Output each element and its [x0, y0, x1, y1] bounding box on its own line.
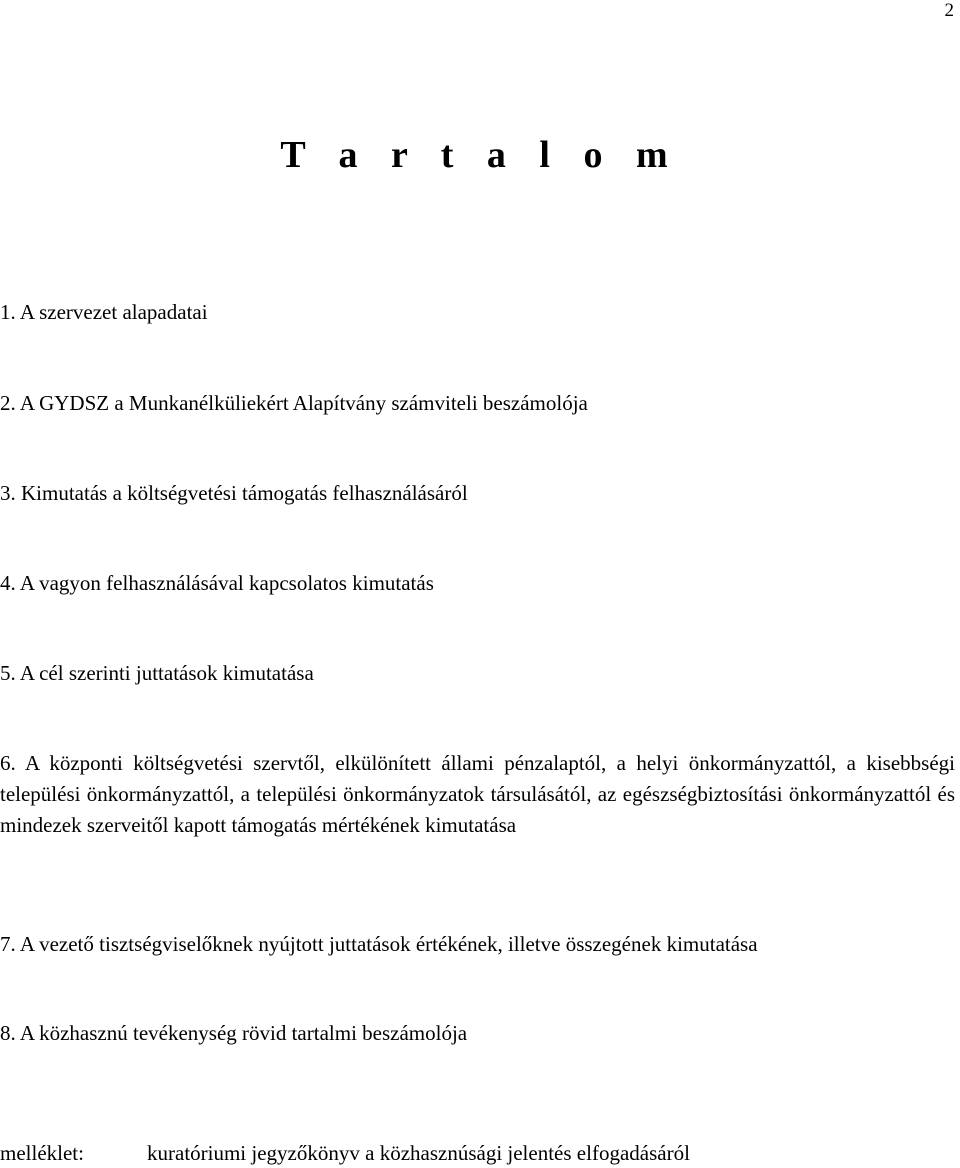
page-number: 2 [944, 0, 954, 21]
toc-item-7: 7. A vezető tisztségviselőknek nyújtott juttatások értékének, illetve összegének kimutatása [0, 932, 758, 956]
toc-item-1: 1. A szervezet alapadatai [0, 300, 208, 324]
toc-item-6: 6. A központi költségvetési szervtől, elkülönített állami pénzalaptól, a helyi önkormányzattól, a kisebbségi települési önkormányzattól, a települési önkormányzatok társulásától, az egészségbiztosítási önkormányzattól és mindezek szerveitől kapott támogatás mértékének kimutatása [0, 751, 955, 837]
page-title: T a r t a l o m [280, 134, 680, 176]
toc-item-4: 4. A vagyon felhasználásával kapcsolatos kimutatás [0, 571, 434, 595]
annex-label: melléklet: [0, 1141, 84, 1165]
toc-item-5: 5. A cél szerinti juttatások kimutatása [0, 661, 314, 685]
annex-line [0, 1138, 690, 1168]
toc-item-8: 8. A közhasznú tevékenység rövid tartalmi beszámolója [0, 1021, 468, 1045]
toc-item-2: 2. A GYDSZ a Munkanélküliekért Alapítvány számviteli beszámolója [0, 391, 588, 415]
toc-item-3: 3. Kimutatás a költségvetési támogatás felhasználásáról [0, 481, 468, 505]
annex-text: kuratóriumi jegyzőkönyv a közhasznúsági jelentés elfogadásáról [147, 1141, 690, 1165]
